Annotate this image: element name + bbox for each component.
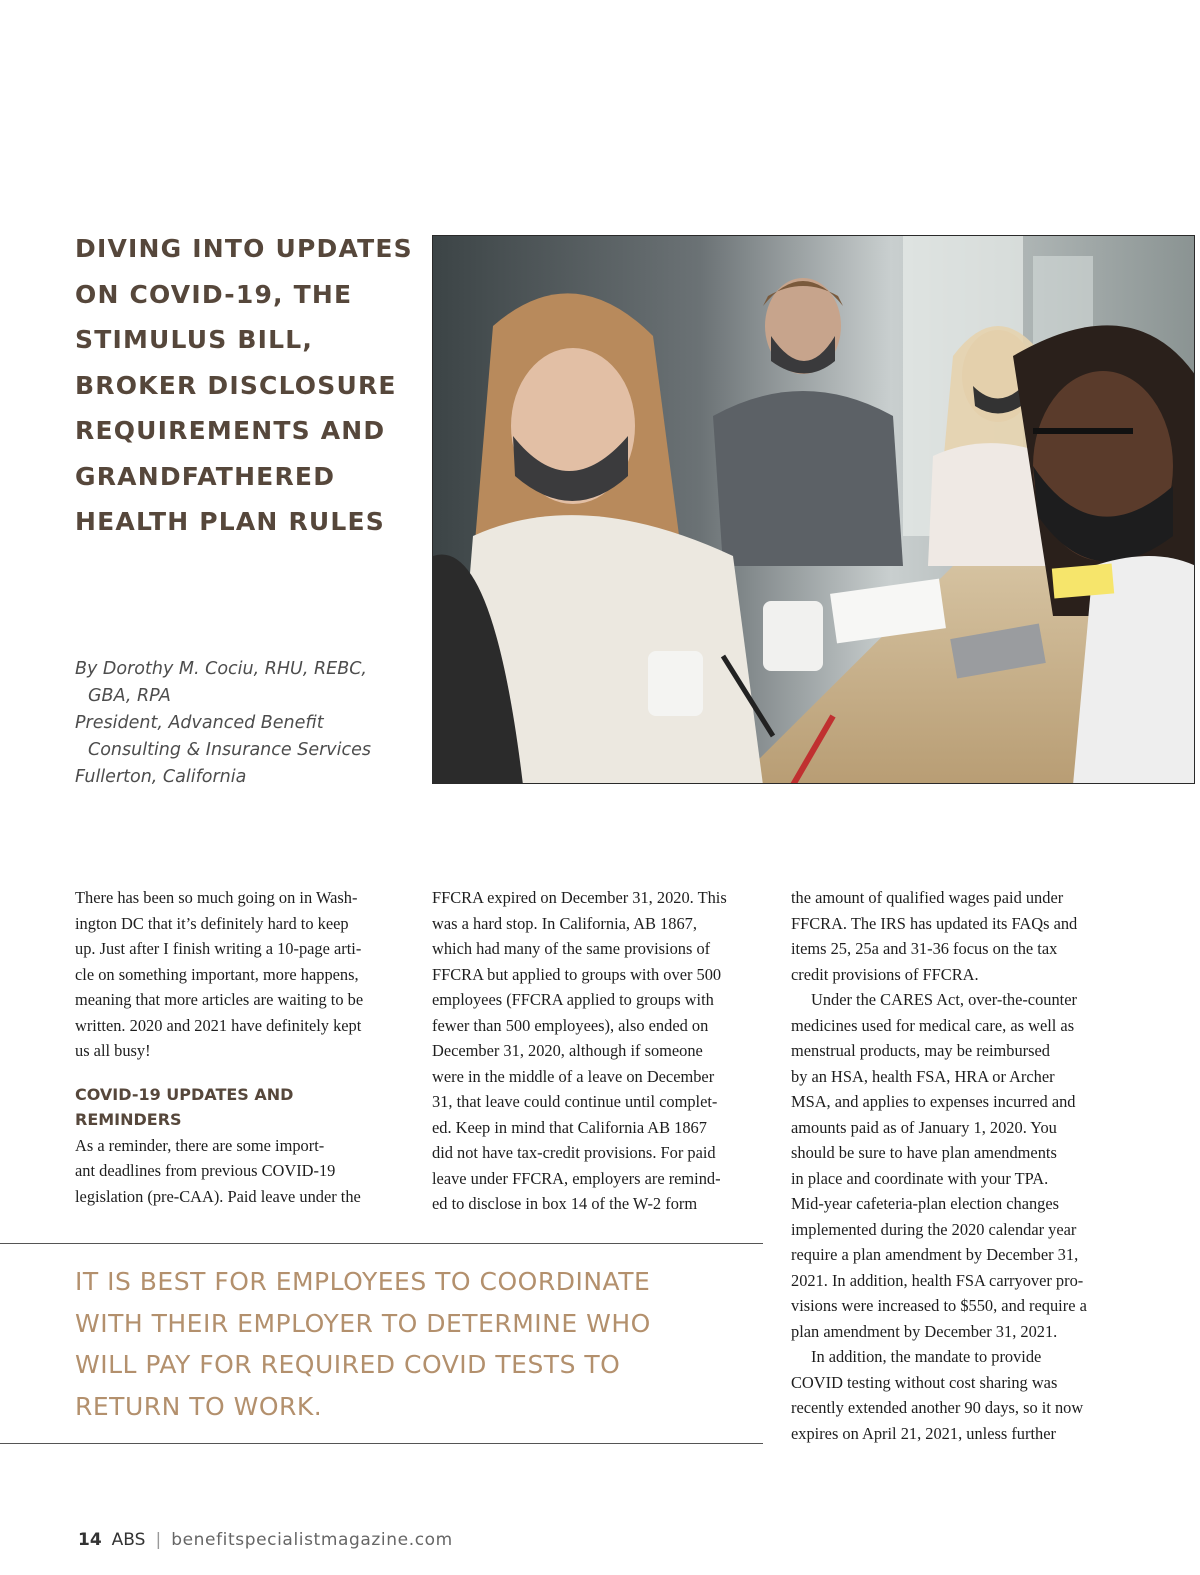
body-column-3 xyxy=(791,885,1131,1446)
pullquote-line: WITH THEIR EMPLOYER TO DETERMINE WHO xyxy=(75,1308,651,1338)
text-line: implemented during the 2020 calendar year xyxy=(791,1219,1077,1239)
pullquote xyxy=(75,1261,755,1427)
text-line: leave under FFCRA, employers are remind- xyxy=(432,1168,721,1188)
text-line: FFCRA but applied to groups with over 500 xyxy=(432,964,722,984)
text-line: written. 2020 and 2021 have definitely kept xyxy=(75,1015,362,1035)
pullquote-line: RETURN TO WORK. xyxy=(75,1391,323,1421)
paragraph xyxy=(432,885,762,1217)
byline-author: By Dorothy M. Cociu, RHU, REBC, xyxy=(75,659,367,679)
text-line: us all busy! xyxy=(75,1041,151,1060)
text-line: plan amendment by December 31, 2021. xyxy=(791,1321,1058,1341)
paragraph xyxy=(791,1344,1131,1446)
text-line: were in the middle of a leave on December xyxy=(432,1066,715,1086)
text-line: meaning that more articles are waiting to be xyxy=(75,990,364,1009)
article-headline: DIVING INTO UPDATES ON COVID-19, THE STIMULUS BILL, BROKER DISCLOSURE REQUIREMENTS AND GRANDFATHERED HEALTH PLAN RULES xyxy=(75,234,413,536)
paragraph xyxy=(75,885,405,1064)
body-column-2 xyxy=(432,885,762,1217)
text-line: ed to disclose in box 14 of the W-2 form xyxy=(432,1194,698,1213)
page-number: 14 xyxy=(78,1530,102,1550)
text-line: As a reminder, there are some import- xyxy=(75,1135,325,1155)
pullquote-bottom-rule xyxy=(0,1443,763,1444)
text-line: Under the CARES Act, over-the-counter xyxy=(811,990,1077,1009)
text-line: by an HSA, health FSA, HRA or Archer xyxy=(791,1066,1055,1086)
section-subhead: COVID-19 UPDATES AND REMINDERS xyxy=(75,1084,294,1129)
text-line: ington DC that it’s definitely hard to keep xyxy=(75,913,349,933)
text-line: December 31, 2020, although if someone xyxy=(432,1041,703,1060)
text-line: require a plan amendment by December 31, xyxy=(791,1245,1079,1264)
text-line: FFCRA expired on December 31, 2020. This xyxy=(432,888,727,907)
pullquote-top-rule xyxy=(0,1243,763,1244)
pullquote-line: IT IS BEST FOR EMPLOYEES TO COORDINATE xyxy=(75,1267,651,1296)
paragraph xyxy=(791,885,1131,987)
text-line: FFCRA. The IRS has updated its FAQs and xyxy=(791,913,1078,933)
byline-location: Fullerton, California xyxy=(75,767,247,787)
text-line: cle on something important, more happens, xyxy=(75,964,359,984)
text-line: items 25, 25a and 31-36 focus on the tax xyxy=(791,939,1058,958)
text-line: 2021. In addition, health FSA carryover pro- xyxy=(791,1270,1084,1290)
paragraph xyxy=(75,1133,405,1210)
text-line: the amount of qualified wages paid under xyxy=(791,888,1064,907)
byline xyxy=(75,656,425,791)
text-line: legislation (pre-CAA). Paid leave under the xyxy=(75,1186,361,1206)
text-line: ant deadlines from previous COVID-19 xyxy=(75,1161,336,1180)
text-line: In addition, the mandate to provide xyxy=(811,1347,1042,1366)
text-line: which had many of the same provisions of xyxy=(432,939,711,958)
text-line: credit provisions of FFCRA. xyxy=(791,964,979,984)
byline-title: President, Advanced Benefit xyxy=(75,713,324,733)
body-column-1 xyxy=(75,885,405,1209)
text-line: visions were increased to $550, and require a xyxy=(791,1296,1087,1315)
text-line: should be sure to have plan amendments xyxy=(791,1143,1057,1162)
text-line: expires on April 21, 2021, unless further xyxy=(791,1423,1056,1443)
text-line: medicines used for medical care, as well as xyxy=(791,1015,1075,1035)
text-line: did not have tax-credit provisions. For paid xyxy=(432,1143,716,1162)
text-line: COVID testing without cost sharing was xyxy=(791,1372,1058,1392)
byline-company: Consulting & Insurance Services xyxy=(88,740,371,760)
text-line: MSA, and applies to expenses incurred and xyxy=(791,1092,1076,1111)
text-line: recently extended another 90 days, so it now xyxy=(791,1398,1084,1417)
text-line: was a hard stop. In California, AB 1867, xyxy=(432,913,697,933)
text-line: Mid-year cafeteria-plan election changes xyxy=(791,1194,1060,1213)
footer-separator: | xyxy=(155,1530,162,1550)
text-line: amounts paid as of January 1, 2020. You xyxy=(791,1117,1057,1137)
magazine-name: ABS xyxy=(111,1530,146,1550)
meeting-photo-icon xyxy=(432,235,1195,784)
byline-author-credentials: GBA, RPA xyxy=(88,686,171,706)
text-line: There has been so much going on in Wash- xyxy=(75,888,358,907)
pullquote-line: WILL PAY FOR REQUIRED COVID TESTS TO xyxy=(75,1350,621,1379)
page-footer xyxy=(78,1530,453,1550)
text-line: employees (FFCRA applied to groups with xyxy=(432,990,714,1009)
paragraph xyxy=(791,987,1131,1344)
text-line: menstrual products, may be reimbursed xyxy=(791,1041,1050,1060)
text-line: 31, that leave could continue until complet- xyxy=(432,1092,718,1111)
magazine-url: benefitspecialistmagazine.com xyxy=(171,1530,453,1550)
text-line: ed. Keep in mind that California AB 1867 xyxy=(432,1117,707,1137)
text-line: in place and coordinate with your TPA. xyxy=(791,1168,1049,1188)
text-line: up. Just after I finish writing a 10-page arti- xyxy=(75,939,362,958)
text-line: fewer than 500 employees), also ended on xyxy=(432,1015,709,1035)
